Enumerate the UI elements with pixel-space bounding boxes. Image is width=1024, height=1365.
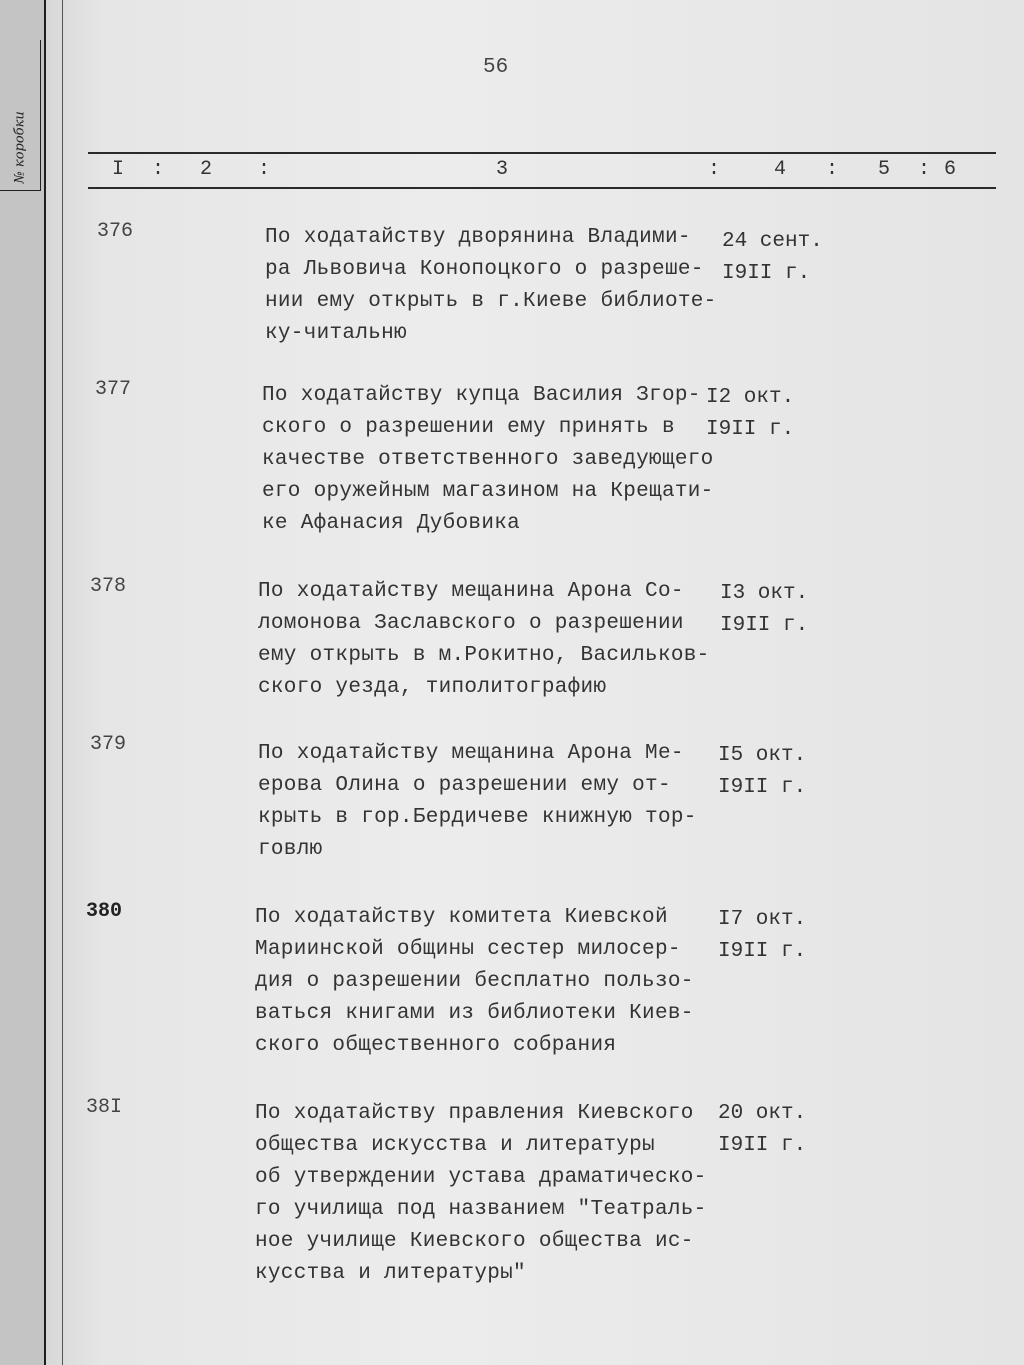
entry-date-line: 24 сент. <box>722 230 823 253</box>
entry-text-line: ломонова Заславского о разрешении <box>258 612 684 635</box>
entry-text-line: ке Афанасия Дубовика <box>262 512 521 535</box>
entry-text-line: По ходатайству мещанина Арона Ме- <box>258 742 684 765</box>
entry-text-line: качестве ответственного заведующего <box>262 448 714 471</box>
entry-text-line: ра Львовича Конопоцкого о разреше- <box>265 258 704 281</box>
entry-text-line: ваться книгами из библиотеки Киев- <box>255 1002 694 1025</box>
entry-date <box>718 904 806 968</box>
column-header: 3 <box>496 158 509 181</box>
entry-number: 380 <box>86 900 123 923</box>
entry-date-line: I9II г. <box>706 418 795 441</box>
entry-text-line: го училища под названием "Театраль- <box>255 1198 707 1221</box>
entry-text-line: ему открыть в м.Рокитно, Васильков- <box>258 644 710 667</box>
entry-text-line: говлю <box>258 838 323 861</box>
header-rule-top <box>88 152 996 154</box>
entry-date-line: I5 окт. <box>718 744 807 767</box>
entry-text-line: об утверждении устава драматическо- <box>255 1166 707 1189</box>
entry-date-line: I9II г. <box>720 614 809 637</box>
entry-text-line: его оружейным магазином на Крещати- <box>262 480 714 503</box>
entry-text-line: ерова Олина о разрешении ему от- <box>258 774 671 797</box>
column-header: 2 <box>200 158 213 181</box>
entry-date-line: I9II г. <box>718 776 807 799</box>
entry-text-line: кусства и литературы" <box>255 1262 526 1285</box>
entry-text-line: крыть в гор.Бердичеве книжную тор- <box>258 806 697 829</box>
entry-number: 377 <box>95 378 132 401</box>
entry-date <box>720 578 808 642</box>
entry-text-line: Мариинской общины сестер милосер- <box>255 938 681 961</box>
entry-date-line: I9II г. <box>718 1134 807 1157</box>
entry-date-line: 20 окт. <box>718 1102 807 1125</box>
column-separator: : <box>708 158 721 181</box>
page-number: 56 <box>483 56 509 79</box>
column-separator: : <box>826 158 839 181</box>
column-separator: : <box>258 158 271 181</box>
entry-text <box>255 902 735 1062</box>
entry-date-line: I2 окт. <box>706 386 795 409</box>
entry-text-line: ского общественного собрания <box>255 1034 617 1057</box>
header-rule-bottom <box>88 187 996 189</box>
entry-text <box>262 380 742 540</box>
entry-date <box>706 382 794 446</box>
column-separator: : <box>918 158 931 181</box>
entry-text-line: дия о разрешении бесплатно пользо- <box>255 970 694 993</box>
entry-date <box>722 226 823 290</box>
entry-text-line: По ходатайству мещанина Арона Со- <box>258 580 684 603</box>
entry-date-line: I9II г. <box>722 262 811 285</box>
entry-number: 376 <box>97 220 134 243</box>
entry-text-line: общества искусства и литературы <box>255 1134 655 1157</box>
entry-number: 378 <box>90 575 127 598</box>
entry-text-line: нии ему открыть в г.Киеве библиоте- <box>265 290 717 313</box>
column-header: 4 <box>774 158 787 181</box>
box-number-stamp <box>0 40 41 191</box>
entry-text-line: По ходатайству купца Василия Згор- <box>262 384 701 407</box>
entry-text <box>258 738 738 866</box>
entry-date-line: I3 окт. <box>720 582 809 605</box>
entry-date-line: I9II г. <box>718 940 807 963</box>
entry-date-line: I7 окт. <box>718 908 807 931</box>
column-header: I <box>112 158 125 181</box>
entry-number: 379 <box>90 733 127 756</box>
column-separator: : <box>152 158 165 181</box>
column-header: 6 <box>944 158 957 181</box>
entry-text-line: ку-читальню <box>265 322 407 345</box>
entry-date <box>718 740 806 804</box>
margin-line <box>62 0 63 1365</box>
entry-text-line: По ходатайству дворянина Владими- <box>265 226 691 249</box>
entry-number: 38I <box>86 1096 123 1119</box>
entry-text-line: По ходатайству правления Киевского <box>255 1102 694 1125</box>
entry-text-line: По ходатайству комитета Киевской <box>255 906 668 929</box>
entry-text <box>265 222 745 350</box>
box-number-label: № коробки <box>12 111 28 184</box>
entry-text <box>255 1098 735 1290</box>
column-header: 5 <box>878 158 891 181</box>
entry-date <box>718 1098 806 1162</box>
entry-text-line: ского о разрешении ему принять в <box>262 416 675 439</box>
entry-text-line: ского уезда, типолитографию <box>258 676 607 699</box>
binder-strip <box>0 0 44 1365</box>
entry-text-line: ное училище Киевского общества ис- <box>255 1230 694 1253</box>
entry-text <box>258 576 738 704</box>
